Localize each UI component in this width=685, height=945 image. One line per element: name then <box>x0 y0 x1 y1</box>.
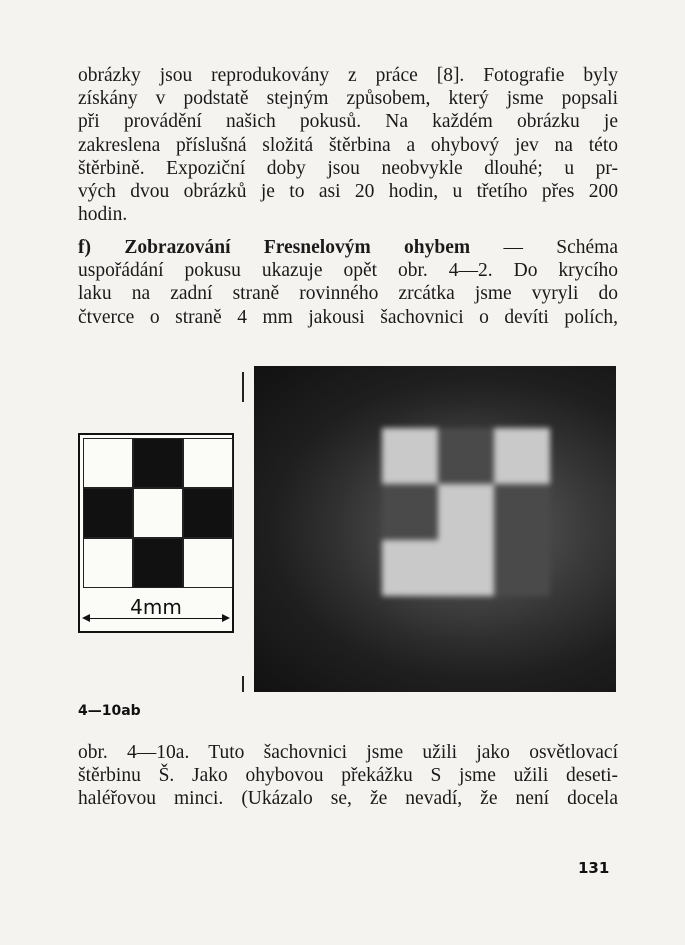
dimension-label: 4mm <box>130 595 182 619</box>
board-square-dark <box>183 488 233 538</box>
paragraph-top <box>78 64 618 226</box>
text-line: zakreslena příslušná složitá štěrbina a ohybový jev na této <box>78 134 618 156</box>
board-square-light <box>133 488 183 538</box>
board-square-light <box>83 538 133 588</box>
text-line: laku na zadní straně rovinného zrcátka jsme vyryli do <box>78 283 618 305</box>
text-line: obr. 4—10a. Tuto šachovnici jsme užili jako osvětlovací <box>78 742 618 763</box>
diffraction-pattern <box>382 428 550 596</box>
pattern-square-light <box>382 428 438 484</box>
pattern-square-dark <box>382 484 438 540</box>
board-square-light <box>83 438 133 488</box>
section-first-line <box>78 236 618 259</box>
board-square-light <box>183 438 233 488</box>
text-line: čtverce o straně 4 mm jakousi šachovnici o devíti polích, <box>78 306 618 328</box>
text-line: hodin. <box>78 204 128 226</box>
pattern-square-light <box>438 540 494 596</box>
pattern-square-dark <box>494 540 550 596</box>
text-line: vých dvou obrázků je to asi 20 hodin, u třetího přes 200 <box>78 181 618 203</box>
board-square-dark <box>133 538 183 588</box>
text-line: obrázky jsou reprodukovány z práce [8]. Fotografie byly <box>78 65 618 86</box>
figure-margin-mark <box>242 372 244 402</box>
pattern-square-light <box>494 428 550 484</box>
board-square-dark <box>83 488 133 538</box>
paragraph-bottom <box>78 741 618 811</box>
pattern-square-light <box>382 540 438 596</box>
pattern-square-light <box>438 484 494 540</box>
text-line: štěrbině. Expoziční doby jsou neobvykle dlouhé; u pr- <box>78 157 618 179</box>
text-line: štěrbinu Š. Jako ohybovou překážku S jsme užili deseti- <box>78 765 618 787</box>
section-heading: f) Zobrazování Fresnelovým ohybem <box>78 237 471 258</box>
figure-caption: 4—10ab <box>78 703 141 719</box>
page-number: 131 <box>578 859 610 877</box>
pattern-square-dark <box>494 484 550 540</box>
text-line: uspořádání pokusu ukazuje opět obr. 4—2. Do krycího <box>78 260 618 282</box>
board-square-light <box>183 538 233 588</box>
section-heading-rest: — Schéma <box>470 237 618 258</box>
chessboard-diagram <box>78 433 234 633</box>
diffraction-photograph <box>254 366 616 692</box>
text-line: haléřovou minci. (Ukázalo se, že nevadí, že není docela <box>78 788 618 810</box>
text-line: získány v podstatě stejným způsobem, který jsme popsali <box>78 88 618 110</box>
pattern-square-dark <box>438 428 494 484</box>
dimension-arrow <box>84 618 228 619</box>
section-paragraph <box>78 236 618 329</box>
chessboard-grid <box>83 438 233 588</box>
figure-margin-mark <box>242 676 244 692</box>
text-line: při provádění našich pokusů. Na každém obrázku je <box>78 111 618 133</box>
board-square-dark <box>133 438 183 488</box>
